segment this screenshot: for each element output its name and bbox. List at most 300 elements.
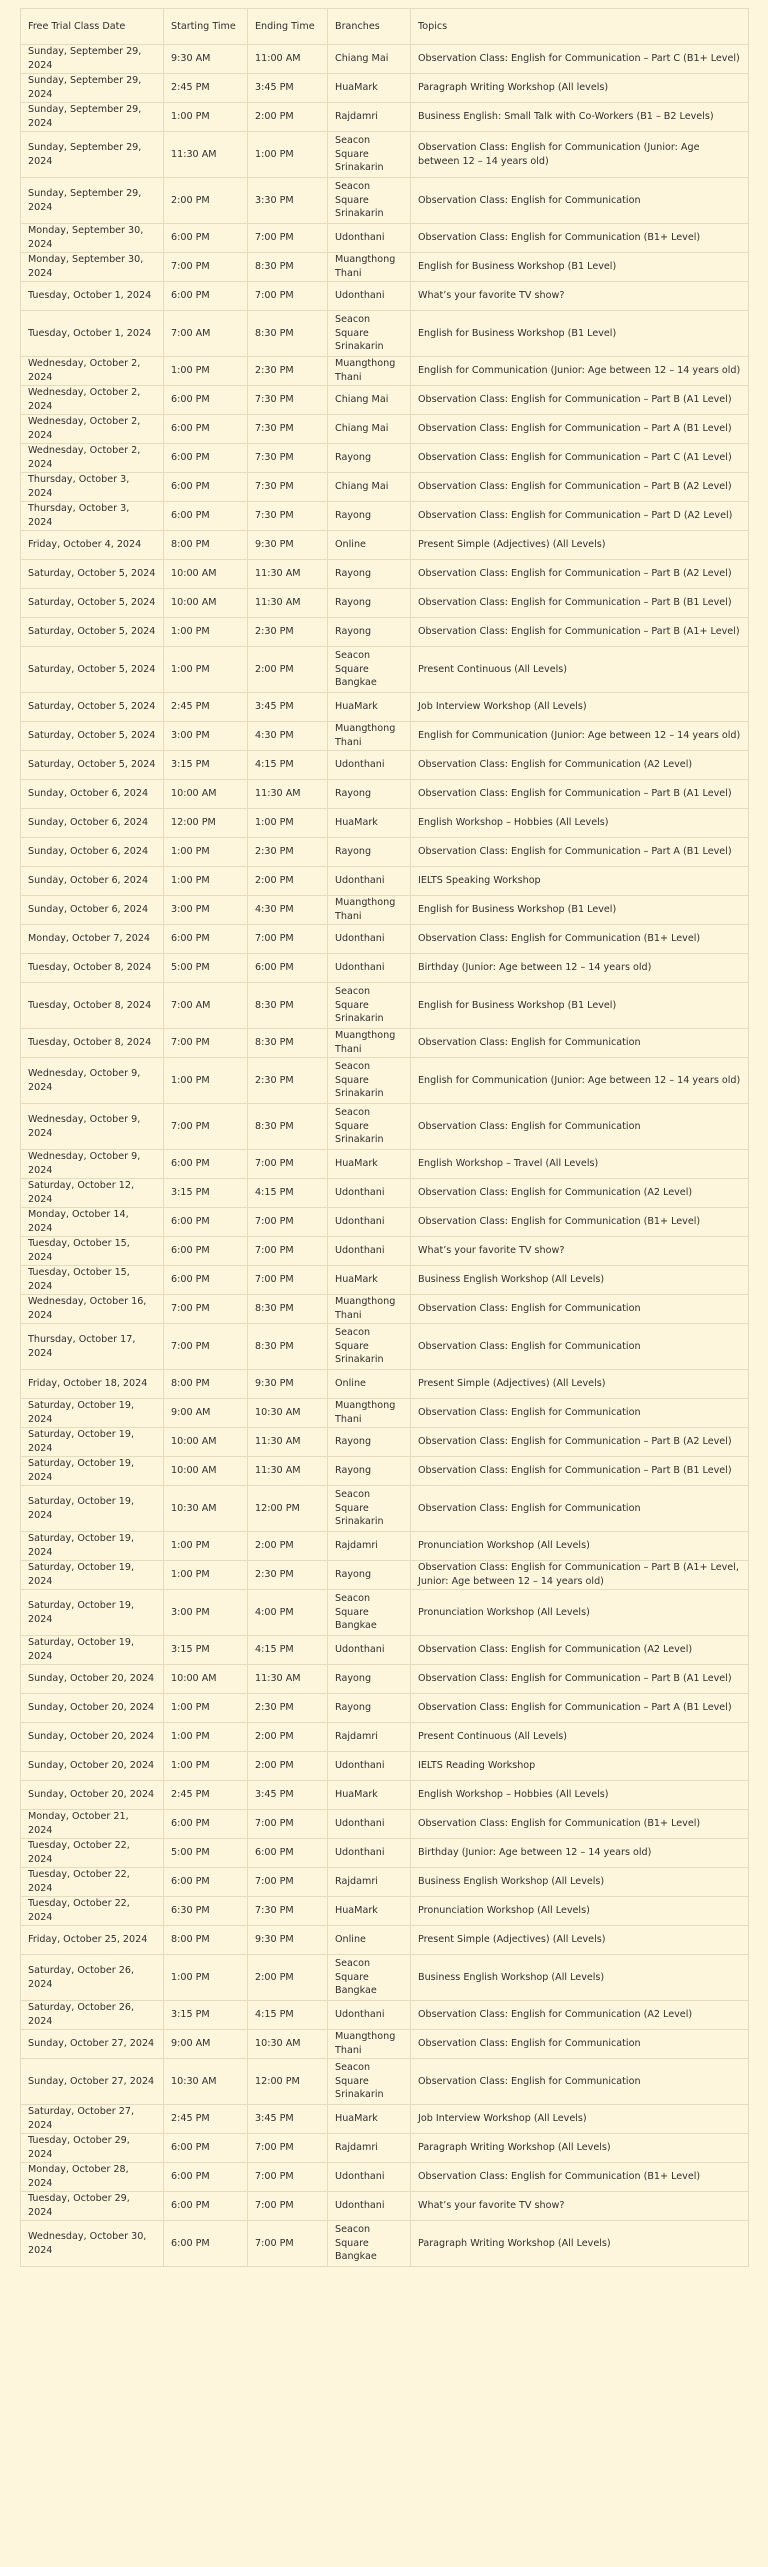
cell-end-time: 6:00 PM: [248, 954, 328, 983]
cell-topic: Paragraph Writing Workshop (All levels): [411, 74, 749, 103]
cell-topic: Birthday (Junior: Age between 12 – 14 years old): [411, 1839, 749, 1868]
cell-topic: Observation Class: English for Communication (B1+ Level): [411, 1810, 749, 1839]
table-row: [21, 2001, 749, 2030]
cell-branch: Muangthong Thani: [328, 1399, 411, 1428]
table-row: [21, 1561, 749, 1590]
table-row: [21, 751, 749, 780]
cell-topic: Observation Class: English for Communication (A2 Level): [411, 1179, 749, 1208]
cell-start-time: 6:00 PM: [164, 925, 248, 954]
table-row: [21, 1295, 749, 1324]
cell-branch: HuaMark: [328, 809, 411, 838]
cell-topic: Present Simple (Adjectives) (All Levels): [411, 531, 749, 560]
table-row: [21, 1839, 749, 1868]
cell-start-time: 3:15 PM: [164, 2001, 248, 2030]
cell-branch: Muangthong Thani: [328, 1295, 411, 1324]
cell-topic: IELTS Reading Workshop: [411, 1752, 749, 1781]
cell-end-time: 4:00 PM: [248, 1590, 328, 1636]
cell-branch: Rayong: [328, 589, 411, 618]
cell-branch: Online: [328, 1926, 411, 1955]
table-row: [21, 132, 749, 178]
cell-date: Saturday, October 12, 2024: [21, 1179, 164, 1208]
cell-end-time: 2:30 PM: [248, 838, 328, 867]
table-row: [21, 502, 749, 531]
cell-start-time: 3:15 PM: [164, 1179, 248, 1208]
cell-topic: Observation Class: English for Communication – Part B (B1 Level): [411, 589, 749, 618]
cell-end-time: 11:30 AM: [248, 1428, 328, 1457]
cell-end-time: 3:45 PM: [248, 693, 328, 722]
table-row: [21, 2134, 749, 2163]
table-row: [21, 1428, 749, 1457]
cell-date: Sunday, October 6, 2024: [21, 896, 164, 925]
cell-topic: Present Continuous (All Levels): [411, 647, 749, 693]
cell-branch: HuaMark: [328, 1781, 411, 1810]
table-row: [21, 618, 749, 647]
cell-start-time: 2:45 PM: [164, 1781, 248, 1810]
cell-branch: Seacon Square Srinakarin: [328, 983, 411, 1029]
cell-end-time: 2:00 PM: [248, 867, 328, 896]
cell-end-time: 3:30 PM: [248, 178, 328, 224]
cell-start-time: 6:00 PM: [164, 282, 248, 311]
table-row: [21, 1926, 749, 1955]
cell-end-time: 3:45 PM: [248, 74, 328, 103]
cell-topic: English Workshop – Hobbies (All Levels): [411, 1781, 749, 1810]
cell-branch: Udonthani: [328, 751, 411, 780]
cell-start-time: 10:00 AM: [164, 560, 248, 589]
cell-branch: Seacon Square Srinakarin: [328, 1324, 411, 1370]
cell-branch: Online: [328, 1370, 411, 1399]
table-row: [21, 693, 749, 722]
cell-date: Monday, October 14, 2024: [21, 1208, 164, 1237]
cell-branch: Muangthong Thani: [328, 1029, 411, 1058]
cell-topic: Observation Class: English for Communication – Part B (A1 Level): [411, 780, 749, 809]
cell-start-time: 9:30 AM: [164, 45, 248, 74]
table-row: [21, 1486, 749, 1532]
cell-date: Sunday, October 20, 2024: [21, 1723, 164, 1752]
cell-branch: Udonthani: [328, 925, 411, 954]
cell-date: Thursday, October 3, 2024: [21, 502, 164, 531]
cell-date: Monday, October 21, 2024: [21, 1810, 164, 1839]
cell-end-time: 11:00 AM: [248, 45, 328, 74]
cell-start-time: 10:30 AM: [164, 1486, 248, 1532]
cell-topic: Observation Class: English for Communication (A2 Level): [411, 2001, 749, 2030]
cell-date: Monday, October 7, 2024: [21, 925, 164, 954]
cell-start-time: 1:00 PM: [164, 1532, 248, 1561]
cell-branch: Rayong: [328, 1428, 411, 1457]
cell-start-time: 11:30 AM: [164, 132, 248, 178]
cell-end-time: 4:15 PM: [248, 2001, 328, 2030]
cell-start-time: 3:15 PM: [164, 751, 248, 780]
cell-start-time: 7:00 AM: [164, 311, 248, 357]
cell-date: Tuesday, October 8, 2024: [21, 954, 164, 983]
table-row: [21, 1694, 749, 1723]
table-row: [21, 386, 749, 415]
cell-end-time: 7:30 PM: [248, 444, 328, 473]
cell-end-time: 4:15 PM: [248, 1179, 328, 1208]
cell-end-time: 9:30 PM: [248, 531, 328, 560]
cell-branch: HuaMark: [328, 74, 411, 103]
cell-topic: Observation Class: English for Communication: [411, 1029, 749, 1058]
cell-start-time: 6:00 PM: [164, 2221, 248, 2267]
cell-branch: Rayong: [328, 618, 411, 647]
cell-topic: Observation Class: English for Communication (B1+ Level): [411, 224, 749, 253]
table-row: [21, 1104, 749, 1150]
table-row: [21, 1457, 749, 1486]
cell-topic: Observation Class: English for Communication: [411, 1295, 749, 1324]
cell-date: Sunday, October 20, 2024: [21, 1781, 164, 1810]
cell-start-time: 3:00 PM: [164, 722, 248, 751]
cell-topic: Paragraph Writing Workshop (All Levels): [411, 2134, 749, 2163]
cell-date: Saturday, October 27, 2024: [21, 2105, 164, 2134]
cell-end-time: 1:00 PM: [248, 809, 328, 838]
cell-start-time: 6:00 PM: [164, 473, 248, 502]
table-row: [21, 1399, 749, 1428]
cell-branch: Rajdamri: [328, 1532, 411, 1561]
cell-branch: Rayong: [328, 444, 411, 473]
cell-date: Monday, September 30, 2024: [21, 224, 164, 253]
cell-end-time: 7:00 PM: [248, 1868, 328, 1897]
cell-topic: Pronunciation Workshop (All Levels): [411, 1532, 749, 1561]
table-row: [21, 1237, 749, 1266]
table-row: [21, 983, 749, 1029]
table-row: [21, 444, 749, 473]
cell-topic: Pronunciation Workshop (All Levels): [411, 1897, 749, 1926]
cell-end-time: 2:30 PM: [248, 1694, 328, 1723]
table-row: [21, 1029, 749, 1058]
cell-branch: Rayong: [328, 502, 411, 531]
cell-end-time: 7:00 PM: [248, 1208, 328, 1237]
cell-end-time: 7:00 PM: [248, 224, 328, 253]
cell-topic: Observation Class: English for Communication – Part B (A1 Level): [411, 1665, 749, 1694]
table-row: [21, 560, 749, 589]
cell-branch: Udonthani: [328, 1839, 411, 1868]
cell-start-time: 1:00 PM: [164, 357, 248, 386]
cell-branch: Udonthani: [328, 954, 411, 983]
cell-start-time: 6:00 PM: [164, 1266, 248, 1295]
cell-date: Sunday, October 6, 2024: [21, 838, 164, 867]
cell-start-time: 2:45 PM: [164, 2105, 248, 2134]
cell-topic: Observation Class: English for Communication (B1+ Level): [411, 925, 749, 954]
cell-branch: Seacon Square Bangkae: [328, 1590, 411, 1636]
table-row: [21, 925, 749, 954]
cell-date: Saturday, October 5, 2024: [21, 722, 164, 751]
table-row: [21, 2059, 749, 2105]
table-row: [21, 589, 749, 618]
table-row: [21, 867, 749, 896]
cell-end-time: 9:30 PM: [248, 1370, 328, 1399]
cell-date: Sunday, September 29, 2024: [21, 103, 164, 132]
cell-date: Saturday, October 5, 2024: [21, 751, 164, 780]
cell-start-time: 7:00 PM: [164, 1029, 248, 1058]
table-row: [21, 415, 749, 444]
cell-start-time: 6:00 PM: [164, 444, 248, 473]
cell-topic: Observation Class: English for Communication: [411, 1104, 749, 1150]
cell-branch: Rayong: [328, 560, 411, 589]
cell-branch: Chiang Mai: [328, 386, 411, 415]
table-row: [21, 45, 749, 74]
cell-branch: Seacon Square Srinakarin: [328, 1104, 411, 1150]
cell-branch: Udonthani: [328, 2163, 411, 2192]
table-row: [21, 1590, 749, 1636]
table-row: [21, 178, 749, 224]
cell-date: Sunday, October 27, 2024: [21, 2059, 164, 2105]
cell-start-time: 10:00 AM: [164, 589, 248, 618]
cell-topic: English for Communication (Junior: Age between 12 – 14 years old): [411, 1058, 749, 1104]
cell-topic: Present Continuous (All Levels): [411, 1723, 749, 1752]
cell-start-time: 1:00 PM: [164, 647, 248, 693]
cell-end-time: 7:00 PM: [248, 1237, 328, 1266]
cell-topic: Birthday (Junior: Age between 12 – 14 years old): [411, 954, 749, 983]
cell-topic: Present Simple (Adjectives) (All Levels): [411, 1370, 749, 1399]
cell-branch: Rajdamri: [328, 1868, 411, 1897]
cell-topic: English Workshop – Hobbies (All Levels): [411, 809, 749, 838]
cell-date: Wednesday, October 2, 2024: [21, 357, 164, 386]
cell-date: Thursday, October 17, 2024: [21, 1324, 164, 1370]
cell-topic: English for Communication (Junior: Age between 12 – 14 years old): [411, 357, 749, 386]
cell-start-time: 10:00 AM: [164, 780, 248, 809]
table-row: [21, 1636, 749, 1665]
cell-date: Sunday, October 20, 2024: [21, 1752, 164, 1781]
cell-date: Saturday, October 19, 2024: [21, 1590, 164, 1636]
cell-end-time: 2:00 PM: [248, 1723, 328, 1752]
cell-branch: Muangthong Thani: [328, 253, 411, 282]
table-row: [21, 473, 749, 502]
cell-date: Sunday, September 29, 2024: [21, 178, 164, 224]
cell-start-time: 8:00 PM: [164, 531, 248, 560]
cell-end-time: 2:30 PM: [248, 1561, 328, 1590]
cell-topic: What’s your favorite TV show?: [411, 282, 749, 311]
cell-start-time: 1:00 PM: [164, 838, 248, 867]
cell-start-time: 6:00 PM: [164, 2163, 248, 2192]
cell-end-time: 7:00 PM: [248, 2192, 328, 2221]
table-row: [21, 2030, 749, 2059]
cell-start-time: 3:15 PM: [164, 1636, 248, 1665]
cell-end-time: 4:30 PM: [248, 896, 328, 925]
cell-topic: Observation Class: English for Communication – Part A (B1 Level): [411, 1694, 749, 1723]
cell-branch: Rayong: [328, 1665, 411, 1694]
cell-date: Tuesday, October 15, 2024: [21, 1237, 164, 1266]
cell-topic: Job Interview Workshop (All Levels): [411, 693, 749, 722]
table-row: [21, 2163, 749, 2192]
table-row: [21, 1781, 749, 1810]
cell-branch: Udonthani: [328, 224, 411, 253]
cell-end-time: 8:30 PM: [248, 253, 328, 282]
cell-end-time: 11:30 AM: [248, 1665, 328, 1694]
cell-topic: Observation Class: English for Communication – Part B (A2 Level): [411, 473, 749, 502]
cell-branch: Seacon Square Srinakarin: [328, 132, 411, 178]
cell-branch: Udonthani: [328, 1636, 411, 1665]
cell-date: Tuesday, October 29, 2024: [21, 2134, 164, 2163]
cell-topic: Observation Class: English for Communication – Part B (A2 Level): [411, 560, 749, 589]
cell-date: Monday, October 28, 2024: [21, 2163, 164, 2192]
cell-topic: Observation Class: English for Communication (B1+ Level): [411, 1208, 749, 1237]
cell-branch: Seacon Square Srinakarin: [328, 2059, 411, 2105]
cell-end-time: 3:45 PM: [248, 1781, 328, 1810]
table-header: [21, 9, 749, 45]
cell-branch: HuaMark: [328, 1150, 411, 1179]
cell-end-time: 2:00 PM: [248, 647, 328, 693]
header-row: [21, 9, 749, 45]
table-row: [21, 1179, 749, 1208]
cell-date: Saturday, October 19, 2024: [21, 1532, 164, 1561]
cell-start-time: 2:45 PM: [164, 693, 248, 722]
cell-date: Tuesday, October 1, 2024: [21, 282, 164, 311]
cell-topic: English for Business Workshop (B1 Level): [411, 983, 749, 1029]
cell-topic: Observation Class: English for Communication – Part B (A1+ Level): [411, 618, 749, 647]
cell-branch: Muangthong Thani: [328, 2030, 411, 2059]
cell-date: Tuesday, October 22, 2024: [21, 1897, 164, 1926]
cell-topic: Observation Class: English for Communication – Part A (B1 Level): [411, 838, 749, 867]
cell-end-time: 7:00 PM: [248, 2163, 328, 2192]
header-topic: Topics: [411, 9, 749, 45]
cell-branch: Seacon Square Bangkae: [328, 1955, 411, 2001]
cell-date: Saturday, October 19, 2024: [21, 1636, 164, 1665]
cell-date: Wednesday, October 16, 2024: [21, 1295, 164, 1324]
cell-end-time: 8:30 PM: [248, 1295, 328, 1324]
cell-start-time: 6:00 PM: [164, 1868, 248, 1897]
cell-start-time: 9:00 AM: [164, 1399, 248, 1428]
cell-start-time: 1:00 PM: [164, 103, 248, 132]
cell-start-time: 1:00 PM: [164, 1561, 248, 1590]
cell-date: Tuesday, October 22, 2024: [21, 1839, 164, 1868]
cell-date: Tuesday, October 1, 2024: [21, 311, 164, 357]
cell-end-time: 7:30 PM: [248, 415, 328, 444]
cell-date: Saturday, October 19, 2024: [21, 1486, 164, 1532]
cell-topic: Paragraph Writing Workshop (All Levels): [411, 2221, 749, 2267]
table-row: [21, 1150, 749, 1179]
table-row: [21, 647, 749, 693]
cell-date: Sunday, October 27, 2024: [21, 2030, 164, 2059]
cell-start-time: 10:00 AM: [164, 1665, 248, 1694]
table-row: [21, 896, 749, 925]
cell-topic: English for Business Workshop (B1 Level): [411, 311, 749, 357]
cell-start-time: 1:00 PM: [164, 1058, 248, 1104]
table-row: [21, 954, 749, 983]
cell-branch: Rajdamri: [328, 2134, 411, 2163]
cell-date: Wednesday, October 2, 2024: [21, 444, 164, 473]
cell-start-time: 2:45 PM: [164, 74, 248, 103]
cell-end-time: 7:00 PM: [248, 282, 328, 311]
table-row: [21, 253, 749, 282]
table-row: [21, 1208, 749, 1237]
cell-topic: Observation Class: English for Communication: [411, 1324, 749, 1370]
cell-end-time: 8:30 PM: [248, 1324, 328, 1370]
cell-branch: HuaMark: [328, 693, 411, 722]
cell-topic: Observation Class: English for Communication – Part C (A1 Level): [411, 444, 749, 473]
cell-date: Wednesday, October 9, 2024: [21, 1150, 164, 1179]
cell-end-time: 8:30 PM: [248, 311, 328, 357]
table-row: [21, 1955, 749, 2001]
cell-start-time: 10:00 AM: [164, 1457, 248, 1486]
cell-start-time: 7:00 AM: [164, 983, 248, 1029]
table-row: [21, 780, 749, 809]
cell-topic: Observation Class: English for Communication – Part B (A1 Level): [411, 386, 749, 415]
cell-topic: Observation Class: English for Communication (Junior: Age between 12 – 14 years old): [411, 132, 749, 178]
cell-branch: Seacon Square Srinakarin: [328, 178, 411, 224]
cell-end-time: 7:00 PM: [248, 925, 328, 954]
cell-branch: Udonthani: [328, 1237, 411, 1266]
cell-start-time: 6:00 PM: [164, 1150, 248, 1179]
cell-branch: Udonthani: [328, 2001, 411, 2030]
cell-date: Saturday, October 5, 2024: [21, 693, 164, 722]
cell-branch: Rajdamri: [328, 1723, 411, 1752]
cell-end-time: 2:00 PM: [248, 1752, 328, 1781]
cell-topic: English for Communication (Junior: Age between 12 – 14 years old): [411, 722, 749, 751]
header-branch: Branches: [328, 9, 411, 45]
cell-branch: Online: [328, 531, 411, 560]
cell-end-time: 7:00 PM: [248, 1810, 328, 1839]
cell-start-time: 2:00 PM: [164, 178, 248, 224]
cell-topic: Observation Class: English for Communication – Part A (B1 Level): [411, 415, 749, 444]
cell-date: Wednesday, October 9, 2024: [21, 1104, 164, 1150]
cell-branch: Udonthani: [328, 1752, 411, 1781]
cell-end-time: 7:00 PM: [248, 1266, 328, 1295]
table-row: [21, 722, 749, 751]
cell-start-time: 7:00 PM: [164, 1104, 248, 1150]
cell-topic: Observation Class: English for Communication – Part D (A2 Level): [411, 502, 749, 531]
table-row: [21, 1532, 749, 1561]
cell-date: Saturday, October 5, 2024: [21, 647, 164, 693]
cell-start-time: 8:00 PM: [164, 1370, 248, 1399]
cell-end-time: 2:30 PM: [248, 357, 328, 386]
cell-date: Tuesday, October 22, 2024: [21, 1868, 164, 1897]
table-row: [21, 1723, 749, 1752]
cell-start-time: 6:30 PM: [164, 1897, 248, 1926]
cell-end-time: 9:30 PM: [248, 1926, 328, 1955]
table-row: [21, 103, 749, 132]
cell-start-time: 6:00 PM: [164, 1810, 248, 1839]
table-row: [21, 2105, 749, 2134]
cell-topic: Observation Class: English for Communication (A2 Level): [411, 1636, 749, 1665]
cell-date: Saturday, October 19, 2024: [21, 1561, 164, 1590]
cell-topic: What’s your favorite TV show?: [411, 1237, 749, 1266]
cell-start-time: 6:00 PM: [164, 1208, 248, 1237]
cell-date: Tuesday, October 8, 2024: [21, 1029, 164, 1058]
table-row: [21, 838, 749, 867]
cell-end-time: 7:00 PM: [248, 2221, 328, 2267]
cell-end-time: 8:30 PM: [248, 983, 328, 1029]
cell-start-time: 3:00 PM: [164, 896, 248, 925]
cell-branch: HuaMark: [328, 1897, 411, 1926]
cell-topic: Observation Class: English for Communication: [411, 2030, 749, 2059]
cell-date: Saturday, October 19, 2024: [21, 1399, 164, 1428]
table-row: [21, 2192, 749, 2221]
cell-topic: Job Interview Workshop (All Levels): [411, 2105, 749, 2134]
cell-branch: Muangthong Thani: [328, 357, 411, 386]
cell-date: Saturday, October 5, 2024: [21, 560, 164, 589]
cell-end-time: 11:30 AM: [248, 560, 328, 589]
cell-topic: Present Simple (Adjectives) (All Levels): [411, 1926, 749, 1955]
table-row: [21, 74, 749, 103]
cell-topic: Business English Workshop (All Levels): [411, 1955, 749, 2001]
cell-branch: Rayong: [328, 1694, 411, 1723]
cell-topic: Observation Class: English for Communication: [411, 178, 749, 224]
cell-end-time: 7:30 PM: [248, 502, 328, 531]
cell-end-time: 7:30 PM: [248, 473, 328, 502]
cell-end-time: 6:00 PM: [248, 1839, 328, 1868]
cell-date: Tuesday, October 8, 2024: [21, 983, 164, 1029]
cell-end-time: 1:00 PM: [248, 132, 328, 178]
cell-date: Monday, September 30, 2024: [21, 253, 164, 282]
cell-start-time: 3:00 PM: [164, 1590, 248, 1636]
cell-end-time: 4:30 PM: [248, 722, 328, 751]
cell-start-time: 5:00 PM: [164, 1839, 248, 1868]
cell-date: Thursday, October 3, 2024: [21, 473, 164, 502]
cell-topic: English for Business Workshop (B1 Level): [411, 253, 749, 282]
cell-branch: Chiang Mai: [328, 473, 411, 502]
trial-class-table: [20, 8, 749, 2267]
cell-branch: Seacon Square Bangkae: [328, 2221, 411, 2267]
cell-end-time: 11:30 AM: [248, 780, 328, 809]
